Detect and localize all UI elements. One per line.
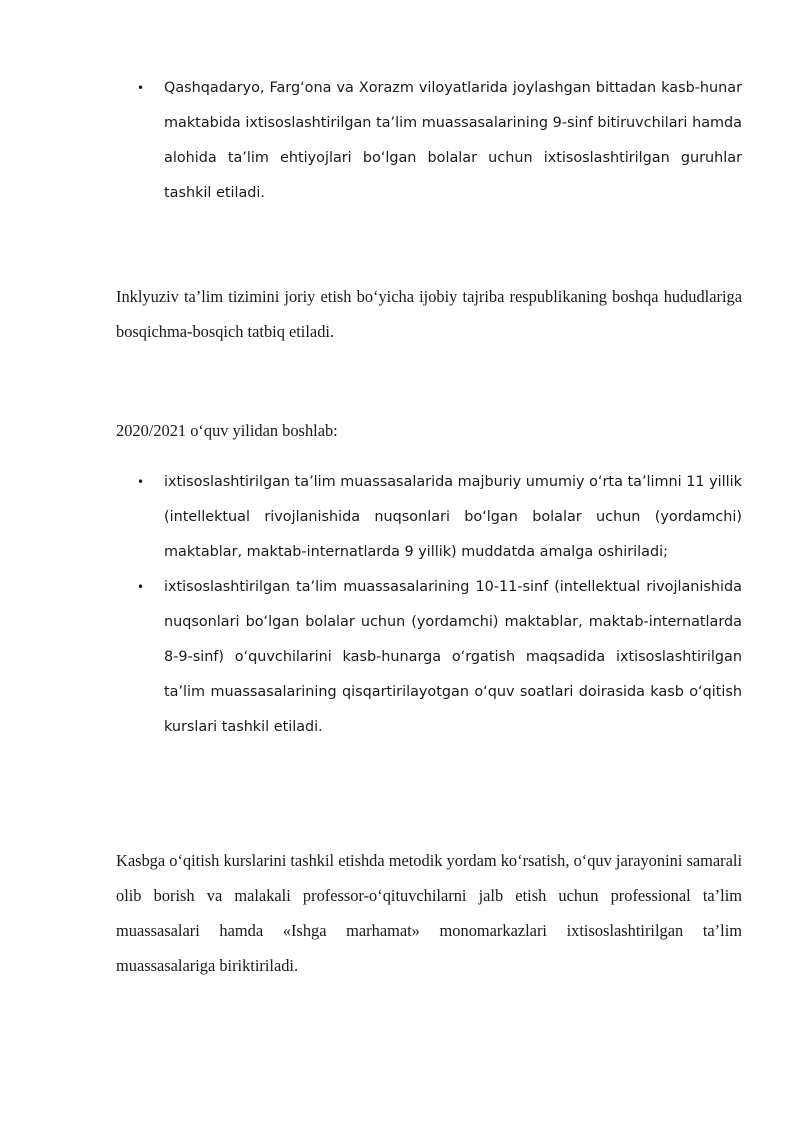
- bullet-list-measures: [0, 465, 800, 745]
- list-item-text: ixtisoslashtirilgan ta’lim muassasalarida majburiy umumiy o‘rta ta’limni 11 yillik (intellektual rivojlanishida nuqsonlari bo‘lgan bolalar uchun (yordamchi) maktablar, maktab-internatlarda 9 yillik) muddatda amalga oshiriladi;: [164, 474, 742, 560]
- list-item: [0, 71, 800, 211]
- bullet-icon: •: [137, 81, 145, 95]
- list-item: [0, 465, 800, 570]
- bullet-list-vocational: [0, 71, 800, 211]
- paragraph-academic-year: 2020/2021 o‘quv yilidan boshlab:: [116, 421, 338, 440]
- bullet-icon: •: [137, 475, 145, 489]
- paragraph-inclusive-education: Inklyuziv ta’lim tizimini joriy etish bo‘yicha ijobiy tajriba respublikaning boshqa hududlariga bosqichma-bosqich tatbiq etiladi.: [116, 287, 742, 341]
- list-item-text: Qashqadaryo, Farg‘ona va Xorazm viloyatlarida joylashgan bittadan kasb-hunar maktabida ixtisoslashtirilgan ta’lim muassasalarining 9-sinf bitiruvchilari hamda alohida ta’lim ehtiyojlari bo‘lgan bolalar uchun ixtisoslashtirilgan guruhlar tashkil etiladi.: [164, 80, 742, 201]
- list-item-text: ixtisoslashtirilgan ta’lim muassasalarining 10-11-sinf (intellektual rivojlanishida nuqsonlari bo‘lgan bolalar uchun (yordamchi) maktablar, maktab-internatlarda 8-9-sinf) o‘quvchilarini kasb-hunarga o‘rgatish maqsadida ixtisoslashtirilgan ta’lim muassasalarining qisqartirilayotgan o‘quv soatlari doirasida kasb o‘qitish kurslari tashkil etiladi.: [164, 579, 742, 735]
- list-item: [0, 570, 800, 745]
- bullet-icon: •: [137, 580, 145, 594]
- paragraph-vocational-courses: Kasbga o‘qitish kurslarini tashkil etishda metodik yordam ko‘rsatish, o‘quv jarayonini samarali olib borish va malakali professor-o‘qituvchilarni jalb etish uchun professional ta’lim muassasalari hamda «Ishga marhamat» monomarkazlari ixtisoslashtirilgan ta’lim muassasalariga biriktiriladi.: [116, 851, 742, 975]
